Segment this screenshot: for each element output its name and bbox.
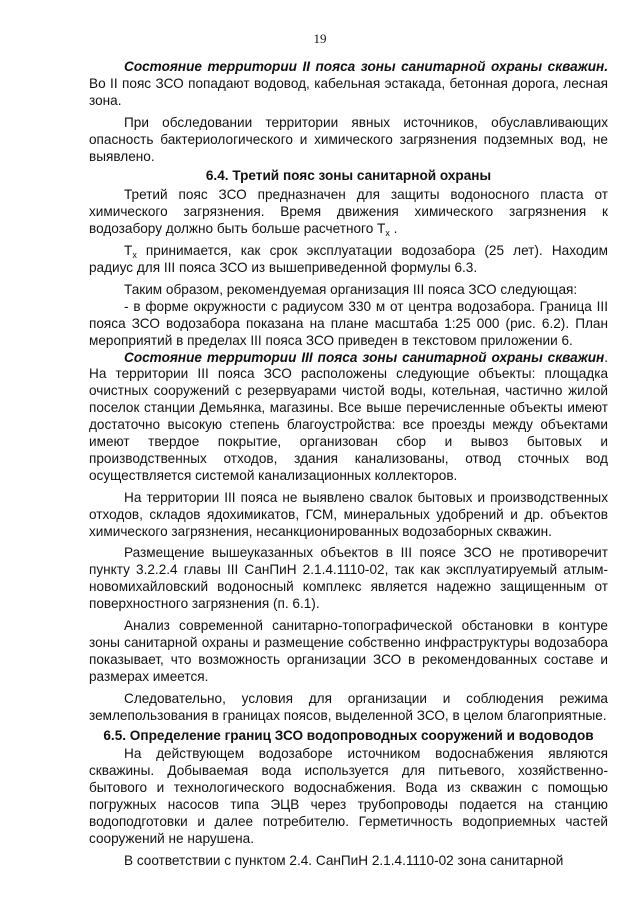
zone2-state-heading: Состояние территории II пояса зоны санитарной охраны скважин. <box>124 59 608 74</box>
paragraph-conclusion: Следовательно, условия для организации и соблюдения режима землепользования в границах поясов, выделенной ЗСО, в целом благоприятные. <box>89 690 608 723</box>
zone3-state-heading: Состояние территории III пояса зоны санитарной охраны скважин <box>124 349 605 365</box>
tx-symbol: Т <box>124 243 133 259</box>
paragraph-circle-radius: - в форме окружности с радиусом 330 м от центра водозабора. Граница III пояса ЗСО водозабора показана на плане масштаба 1:25 000 (рис. 6.2). План мероприятий в пределах III пояса ЗСО приведен в текстовом приложении 6. <box>89 298 608 348</box>
page-number: 19 <box>313 31 327 46</box>
zone2-state-text: Во II пояс ЗСО попадают водовод, кабельная эстакада, бетонная дорога, лесная зона. <box>89 75 608 108</box>
tx-definition-text: принимается, как срок эксплуатации водозабора (25 лет). Находим радиус для III пояса ЗСО из вышеприведенной формулы 6.3. <box>89 243 608 275</box>
zone3-state-text: . На территории III пояса ЗСО расположены следующие объекты: площадка очистных сооружений с резервуарами чистой воды, котельная, частично жилой поселок станции Демьянка, магазины. Все выше перечисленные объекты имеют достаточно высокую степень благоустройства: все проезды между объектами имеют твердое покрытие, организован сбор и вывоз бытовых и производственных отходов, здания канализованы, отвод сточных вод осуществляется системой канализационных коллекторов. <box>89 349 608 483</box>
paragraph-placement: Размещение вышеуказанных объектов в III поясе ЗСО не противоречит пункту 3.2.2.4 главы III СанПиН 2.1.4.1110-02, так как эксплуатируемый атлым-новомихайловский водоносный комплекс является надежно защищенным от поверхностного загрязнения (п. 6.1). <box>89 545 608 612</box>
paragraph-inspection: При обследовании территории явных источников, обуславливающих опасность бактериологического и химического загрязнения подземных вод, не выявлено. <box>89 114 608 164</box>
section-heading-6-5: 6.5. Определение границ ЗСО водопроводных сооружений и водоводов <box>103 727 594 743</box>
paragraph-no-dumps: На территории III пояса не выявлено свалок бытовых и производственных отходов, складов ядохимикатов, ГСМ, минеральных удобрений и др. объектов химического загрязнения, несанкционированных водозаборных скважин. <box>89 489 608 539</box>
paragraph-zone3-purpose <box>89 187 608 238</box>
paragraph-zone2-state <box>89 59 608 110</box>
paragraph-sanpin-reference: В соответствии с пунктом 2.4. СанПиН 2.1.4.1110-02 зона санитарной <box>124 852 564 868</box>
zone3-purpose-text: Третий пояс ЗСО предназначен для защиты водоносного пласта от химического загрязнения. Время движения химического загрязнения к водозабору должно быть больше расчетного Т <box>89 187 608 237</box>
section-heading-6-4: 6.4. Третий пояс зоны санитарной охраны <box>205 168 492 184</box>
paragraph-tx-definition <box>89 243 608 277</box>
paragraph-water-intake: На действующем водозаборе источником водоснабжения являются скважины. Добываемая вода используется для питьевого, хозяйственно-бытового и технологического водоснабжения. Вода из скважин с помощью погружных насосов типа ЭЦВ через трубопроводы подается на станцию водоподготовки и далее потребителю. Герметичность водоприемных частей сооружений не нарушена. <box>89 746 608 846</box>
subscript-x: х <box>132 250 137 261</box>
paragraph-recommended-organization: Таким образом, рекомендуемая организация III пояса ЗСО следующая: <box>124 281 578 297</box>
paragraph-zone3-state <box>89 350 608 485</box>
page-content <box>89 59 608 870</box>
zone3-purpose-end: . <box>389 221 398 237</box>
paragraph-analysis: Анализ современной санитарно-топографической обстановки в контуре зоны санитарной охраны и размещение собственно инфраструктуры водозабора показывает, что возможность организации ЗСО в рекомендованных составе и размерах имеется. <box>89 618 608 684</box>
subscript-x: х <box>385 228 390 239</box>
